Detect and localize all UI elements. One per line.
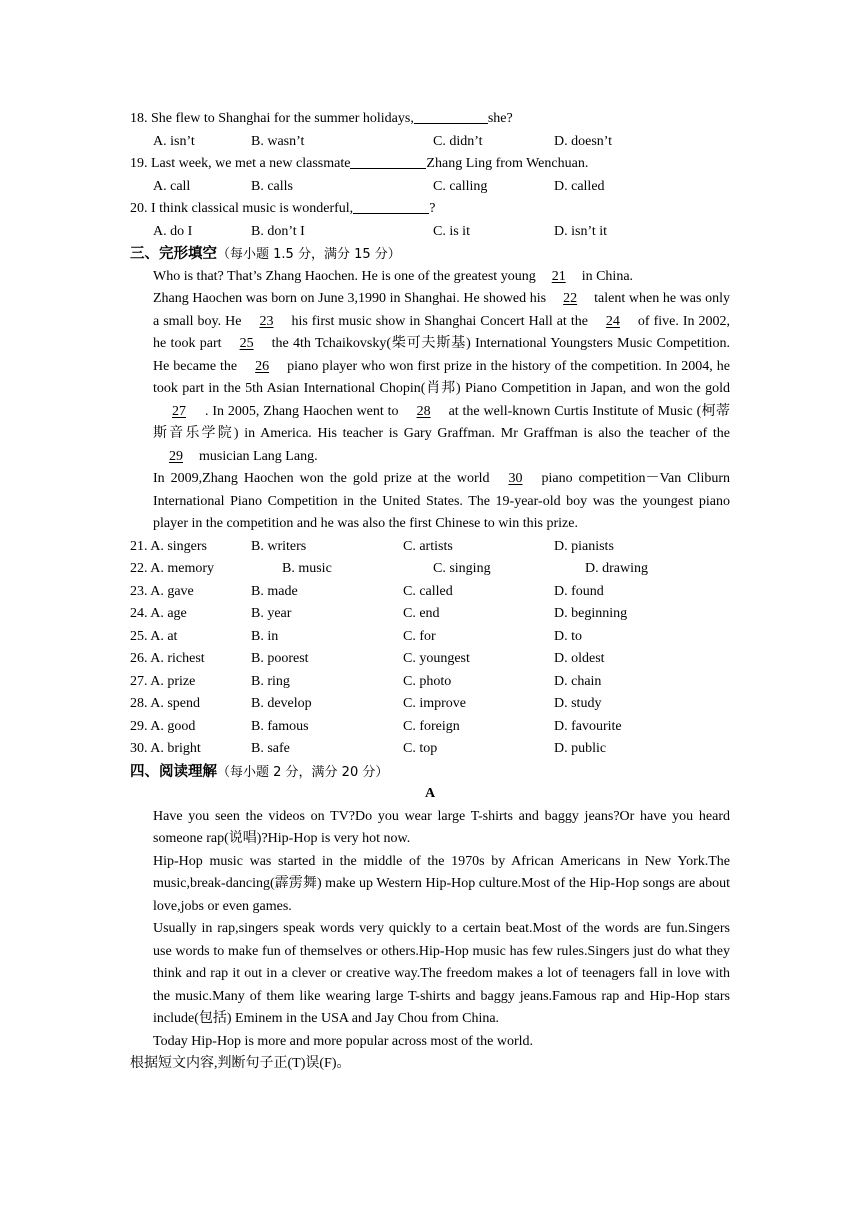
- cloze-paragraph-2: Zhang Haochen was born on June 3,1990 in Shanghai. He showed his 22 talent when he was only a small boy. He 23 his first music show in Shanghai Concert Hall at the 24 of five. In 2002, he took part 25 the 4th Tchaikovsky(柴可夫斯基) International Youngsters Music Competition. He became the 26 piano player who won first prize in the history of the competition. In 2004, he took part in the 5th Asian International Chopin(肖邦) Piano Competition in Japan, and won the gold27 . In 2005, Zhang Haochen went to 28 at the well-known Curtis Institute of Music (柯蒂斯音乐学院) in America. His teacher is Gary Graffman. Mr Graffman is also the teacher of the29 musician Lang Lang.: [130, 288, 730, 468]
- cloze-option-row: 25. A. at B. in C. for D. to: [130, 628, 582, 644]
- option-a: A. do I: [153, 223, 193, 239]
- question-20: 20. I think classical music is wonderful, ?: [130, 201, 436, 216]
- question-19-options: [130, 176, 730, 199]
- answer-blank: [414, 109, 488, 124]
- section-4-heading: [130, 761, 730, 784]
- option-d: D. isn’t it: [554, 223, 608, 239]
- question-18-options: [130, 131, 730, 154]
- answer-blank: [353, 199, 429, 214]
- section-scoring-note: （每小题 2 分，满分 20 分）: [217, 764, 389, 780]
- cloze-option-row: 28. A. spend B. develop C. improve D. study: [130, 696, 602, 711]
- cloze-blank-25: 25: [239, 336, 254, 351]
- option-d: D. called: [554, 178, 605, 194]
- cloze-paragraph-1: Who is that? That’s Zhang Haochen. He is one of the greatest young 21 in China.: [130, 266, 730, 289]
- question-19: 19. Last week, we met a new classmate Zhang Ling from Wenchuan.: [130, 156, 589, 171]
- answer-blank: [350, 154, 426, 169]
- question-18: 18. She flew to Shanghai for the summer holidays, she?: [130, 111, 513, 126]
- section-title: 三、完形填空: [130, 246, 217, 262]
- cloze-blank-21: 21: [551, 268, 566, 284]
- cloze-option-row: 26. A. richest B. poorest C. youngest D. oldest: [130, 651, 605, 666]
- question-stem: 20. I think classical music is wonderful,: [130, 201, 354, 216]
- cloze-blank-24: 24: [605, 313, 620, 329]
- option-c: C. didn’t: [433, 133, 483, 149]
- cloze-option-row: 23. A. gave B. made C. called D. found: [130, 583, 604, 599]
- cloze-option-row: 24. A. age B. year C. end D. beginning: [130, 606, 628, 621]
- option-b: B. wasn’t: [251, 133, 305, 149]
- cloze-option-row: 30. A. bright B. safe C. top D. public: [130, 741, 607, 756]
- exam-page: [130, 108, 730, 1076]
- reading-paragraph-4: Today Hip-Hop is more and more popular across most of the world.: [153, 1033, 534, 1049]
- option-a: A. isn’t: [153, 133, 195, 149]
- question-stem: 18. She flew to Shanghai for the summer holidays,: [130, 111, 414, 126]
- cloze-blank-28: 28: [416, 403, 431, 419]
- section-scoring-note: （每小题 1.5 分，满分 15 分）: [217, 247, 401, 262]
- section-title: 四、阅读理解: [130, 763, 217, 780]
- cloze-option-row: 27. A. prize B. ring C. photo D. chain: [130, 673, 602, 689]
- cloze-option-row: 21. A. singers B. writers C. artists D. pianists: [130, 538, 614, 554]
- reading-paragraph-2: Hip-Hop music was started in the middle of the 1970s by African Americans in New York.The music,break-dancing(霹雳舞) make up Western Hip-Hop culture.Most of the Hip-Hop songs are about love,jobs or even games.: [153, 853, 730, 914]
- option-b: B. calls: [251, 178, 293, 194]
- reading-paragraph-1: Have you seen the videos on TV?Do you wear large T-shirts and baggy jeans?Or have you heard someone rap(说唱)?Hip-Hop is very hot now.: [153, 808, 730, 846]
- question-20-options: [130, 221, 730, 244]
- cloze-blank-22: 22: [563, 291, 578, 306]
- cloze-blank-27: 27: [172, 403, 186, 419]
- task-instruction: 根据短文内容,判断句子正(T)误(F)。: [130, 1056, 351, 1071]
- option-b: B. don’t I: [251, 223, 305, 239]
- cloze-paragraph-3: In 2009,Zhang Haochen won the gold prize at the world 30 piano competition－Van Cliburn International Piano Competition in the United States. The 19-year-old boy was the youngest piano player in the competition and he was also the first Chinese to win this prize.: [130, 468, 730, 536]
- cloze-options: [130, 536, 730, 761]
- question-stem: 19. Last week, we met a new classmate: [130, 156, 351, 171]
- option-c: C. calling: [433, 178, 488, 194]
- cloze-blank-26: 26: [255, 358, 270, 374]
- cloze-option-row: 29. A. good B. famous C. foreign D. favourite: [130, 718, 622, 734]
- section-3-heading: [130, 243, 730, 266]
- cloze-blank-29: 29: [169, 448, 183, 464]
- cloze-blank-30: 30: [508, 471, 523, 486]
- cloze-blank-23: 23: [259, 313, 274, 329]
- passage-label: A: [424, 786, 436, 801]
- option-a: A. call: [153, 178, 191, 194]
- reading-paragraph-3: Usually in rap,singers speak words very quickly to a certain beat.Most of the words are fun.Singers use words to make fun of themselves or others.Hip-Hop music has few rules.Singers just do what they think and rap it out in a clever or creative way.The freedom makes a lot of teenagers fall in love with the music.Many of them like wearing large T-shirts and baggy jeans.Famous rap and Hip-Hop stars include(包括) Eminem in the USA and Jay Chou from China.: [153, 921, 730, 1026]
- option-c: C. is it: [433, 223, 470, 239]
- cloze-option-row: 22. A. memory B. music C. singing D. drawing: [130, 561, 648, 576]
- option-d: D. doesn’t: [554, 133, 613, 149]
